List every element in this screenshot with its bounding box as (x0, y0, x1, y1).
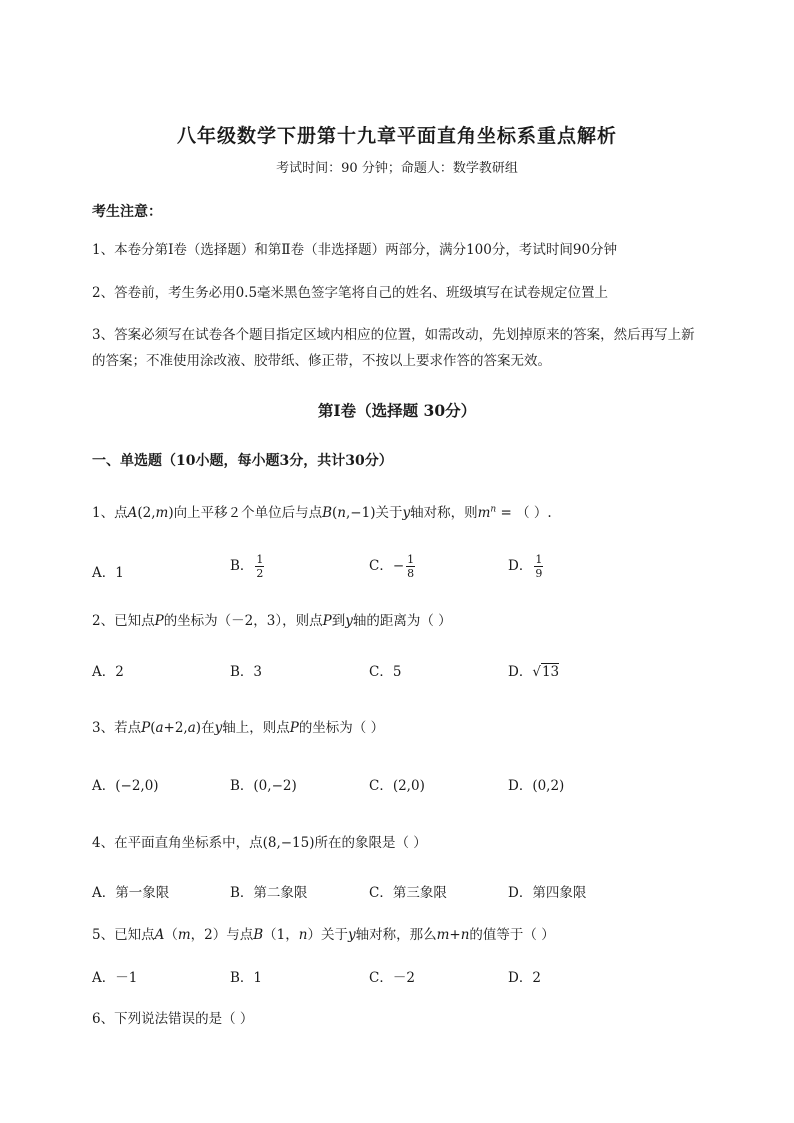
q3-option-a[interactable]: A．(−2,0) (92, 778, 159, 794)
q5-text: 的值等于（ ） (469, 927, 555, 943)
fraction-denominator: 9 (535, 567, 543, 580)
q1-text: 关于 (375, 505, 403, 521)
q4-option-d[interactable]: D．第四象限 (508, 885, 587, 901)
q3-option-c[interactable]: C．(2,0) (369, 778, 425, 794)
q5-option-c[interactable]: C．－2 (369, 970, 415, 986)
q5-paren: （1， (263, 927, 299, 943)
q1-paren: (2, (137, 505, 156, 521)
q3-var-a: a (187, 720, 196, 736)
q3-var-y: y (214, 720, 223, 736)
q1-var-y: y (402, 505, 411, 521)
q1-paren: ) (168, 505, 174, 521)
q4-option-b[interactable]: B．第二象限 (230, 885, 308, 901)
q1-option-c[interactable] (369, 553, 417, 580)
section-heading: 第I卷（选择题 30分） (317, 401, 477, 420)
q1-var-m: m (155, 505, 169, 521)
option-label: B． (230, 558, 254, 574)
q5-paren: （ (164, 927, 178, 943)
q5-option-d[interactable]: D．2 (508, 970, 541, 986)
q5-var-y: y (347, 927, 356, 943)
fraction (534, 553, 543, 580)
q3-option-b[interactable]: B．(0,−2) (230, 778, 297, 794)
question-3 (92, 716, 384, 736)
notice-item-3-continued: 的答案；不准使用涂改液、胶带纸、修正带，不按以上要求作答的答案无效。 (92, 353, 551, 369)
q4-option-c[interactable]: C．第三象限 (369, 885, 447, 901)
q1-var-n: n (337, 505, 346, 521)
q5-option-b[interactable]: B．1 (230, 970, 263, 986)
exam-subtitle: 考试时间：90 分钟；命题人：数学教研组 (276, 161, 518, 176)
q2-option-d[interactable] (508, 660, 559, 680)
q3-text: 的坐标为（ ） (298, 720, 385, 736)
q3-option-d[interactable]: D．(0,2) (508, 778, 565, 794)
question-6: 6、下列说法错误的是（ ） (92, 1011, 254, 1027)
q5-option-a[interactable]: A．－1 (92, 970, 138, 986)
q5-var-m: m (177, 927, 191, 943)
q1-power-base: m (477, 505, 491, 521)
q5-point-a: A (154, 927, 165, 943)
fraction (406, 553, 415, 580)
q1-option-d[interactable] (508, 553, 545, 580)
q2-point-p: P (322, 613, 332, 629)
q5-text: 5、已知点 (92, 927, 155, 943)
q2-point-p: P (154, 613, 164, 629)
fraction-numerator: 1 (535, 553, 543, 566)
q3-point-p: P (141, 720, 151, 736)
q3-paren: ( (150, 720, 156, 736)
q4-option-a[interactable]: A．第一象限 (92, 885, 170, 901)
sqrt-sign: √ (532, 664, 541, 680)
q2-option-b[interactable]: B．3 (230, 664, 263, 680)
option-label: D． (508, 558, 533, 574)
q1-text: 1、点 (92, 505, 128, 521)
q5-point-b: B (253, 927, 264, 943)
q2-text: 2、已知点 (92, 613, 155, 629)
q2-option-a[interactable]: A．2 (92, 664, 124, 680)
q3-paren: +2, (163, 720, 188, 736)
q3-paren: ) (195, 720, 202, 736)
fraction (255, 553, 264, 580)
fraction-denominator: 8 (407, 567, 415, 580)
option-label: D． (508, 664, 533, 680)
sqrt-radicand: 13 (541, 664, 560, 680)
notice-item-1: 1、本卷分第I卷（选择题）和第Ⅱ卷（非选择题）两部分，满分100分，考试时间90分钟 (92, 242, 618, 258)
option-label: C．− (369, 558, 405, 574)
q1-paren: ( (332, 505, 338, 521)
q1-point-b: B (322, 505, 333, 521)
page-title: 八年级数学下册第十九章平面直角坐标系重点解析 (176, 125, 617, 147)
q3-text: 轴上，则点 (222, 720, 290, 736)
q1-text: = （ ）. (496, 505, 552, 521)
q5-text: 轴对称，那么 (355, 927, 437, 943)
q3-text: 3、若点 (92, 720, 142, 736)
part-heading: 一、单选题（10小题，每小题3分，共计30分） (92, 453, 393, 469)
q2-text: 轴的距离为（ ） (352, 613, 452, 629)
question-4: 4、在平面直角坐标系中，点(8,−15)所在的象限是（ ） (92, 835, 427, 851)
q1-option-b[interactable] (230, 553, 266, 580)
question-5 (92, 923, 555, 943)
fraction-denominator: 2 (256, 567, 264, 580)
q2-text: 到 (331, 613, 346, 629)
q3-var-a: a (155, 720, 164, 736)
q5-sum: m+n (436, 927, 470, 943)
q5-text: ）关于 (307, 927, 348, 943)
fraction-numerator: 1 (407, 553, 415, 566)
q1-point-a: A (127, 505, 138, 521)
q1-power-exp: n (490, 504, 497, 515)
q1-text: 轴对称，则 (410, 505, 478, 521)
q3-text: 在 (201, 720, 215, 736)
notice-item-2: 2、答卷前，考生务必用0.5毫米黑色签字笔将自己的姓名、班级填写在试卷规定位置上 (92, 285, 609, 301)
q1-text: 向上平移２个单位后与点 (173, 505, 323, 521)
q2-option-c[interactable]: C．5 (369, 664, 402, 680)
q2-var-y: y (345, 613, 353, 629)
q5-text: ，2）与点 (190, 927, 254, 943)
fraction-numerator: 1 (256, 553, 264, 566)
q1-option-a[interactable]: A．1 (92, 565, 124, 581)
q3-point-p: P (289, 720, 299, 736)
q1-paren: ,−1) (346, 505, 376, 521)
notice-item-3: 3、答案必须写在试卷各个题目指定区域内相应的位置，如需改动，先划掉原来的答案，然后再写上新 (92, 327, 695, 343)
notice-heading: 考生注意： (92, 204, 162, 220)
q2-text: 的坐标为（－2，3），则点 (163, 613, 323, 629)
q5-var-n: n (298, 927, 308, 943)
question-1 (92, 501, 552, 521)
question-2 (92, 609, 452, 629)
